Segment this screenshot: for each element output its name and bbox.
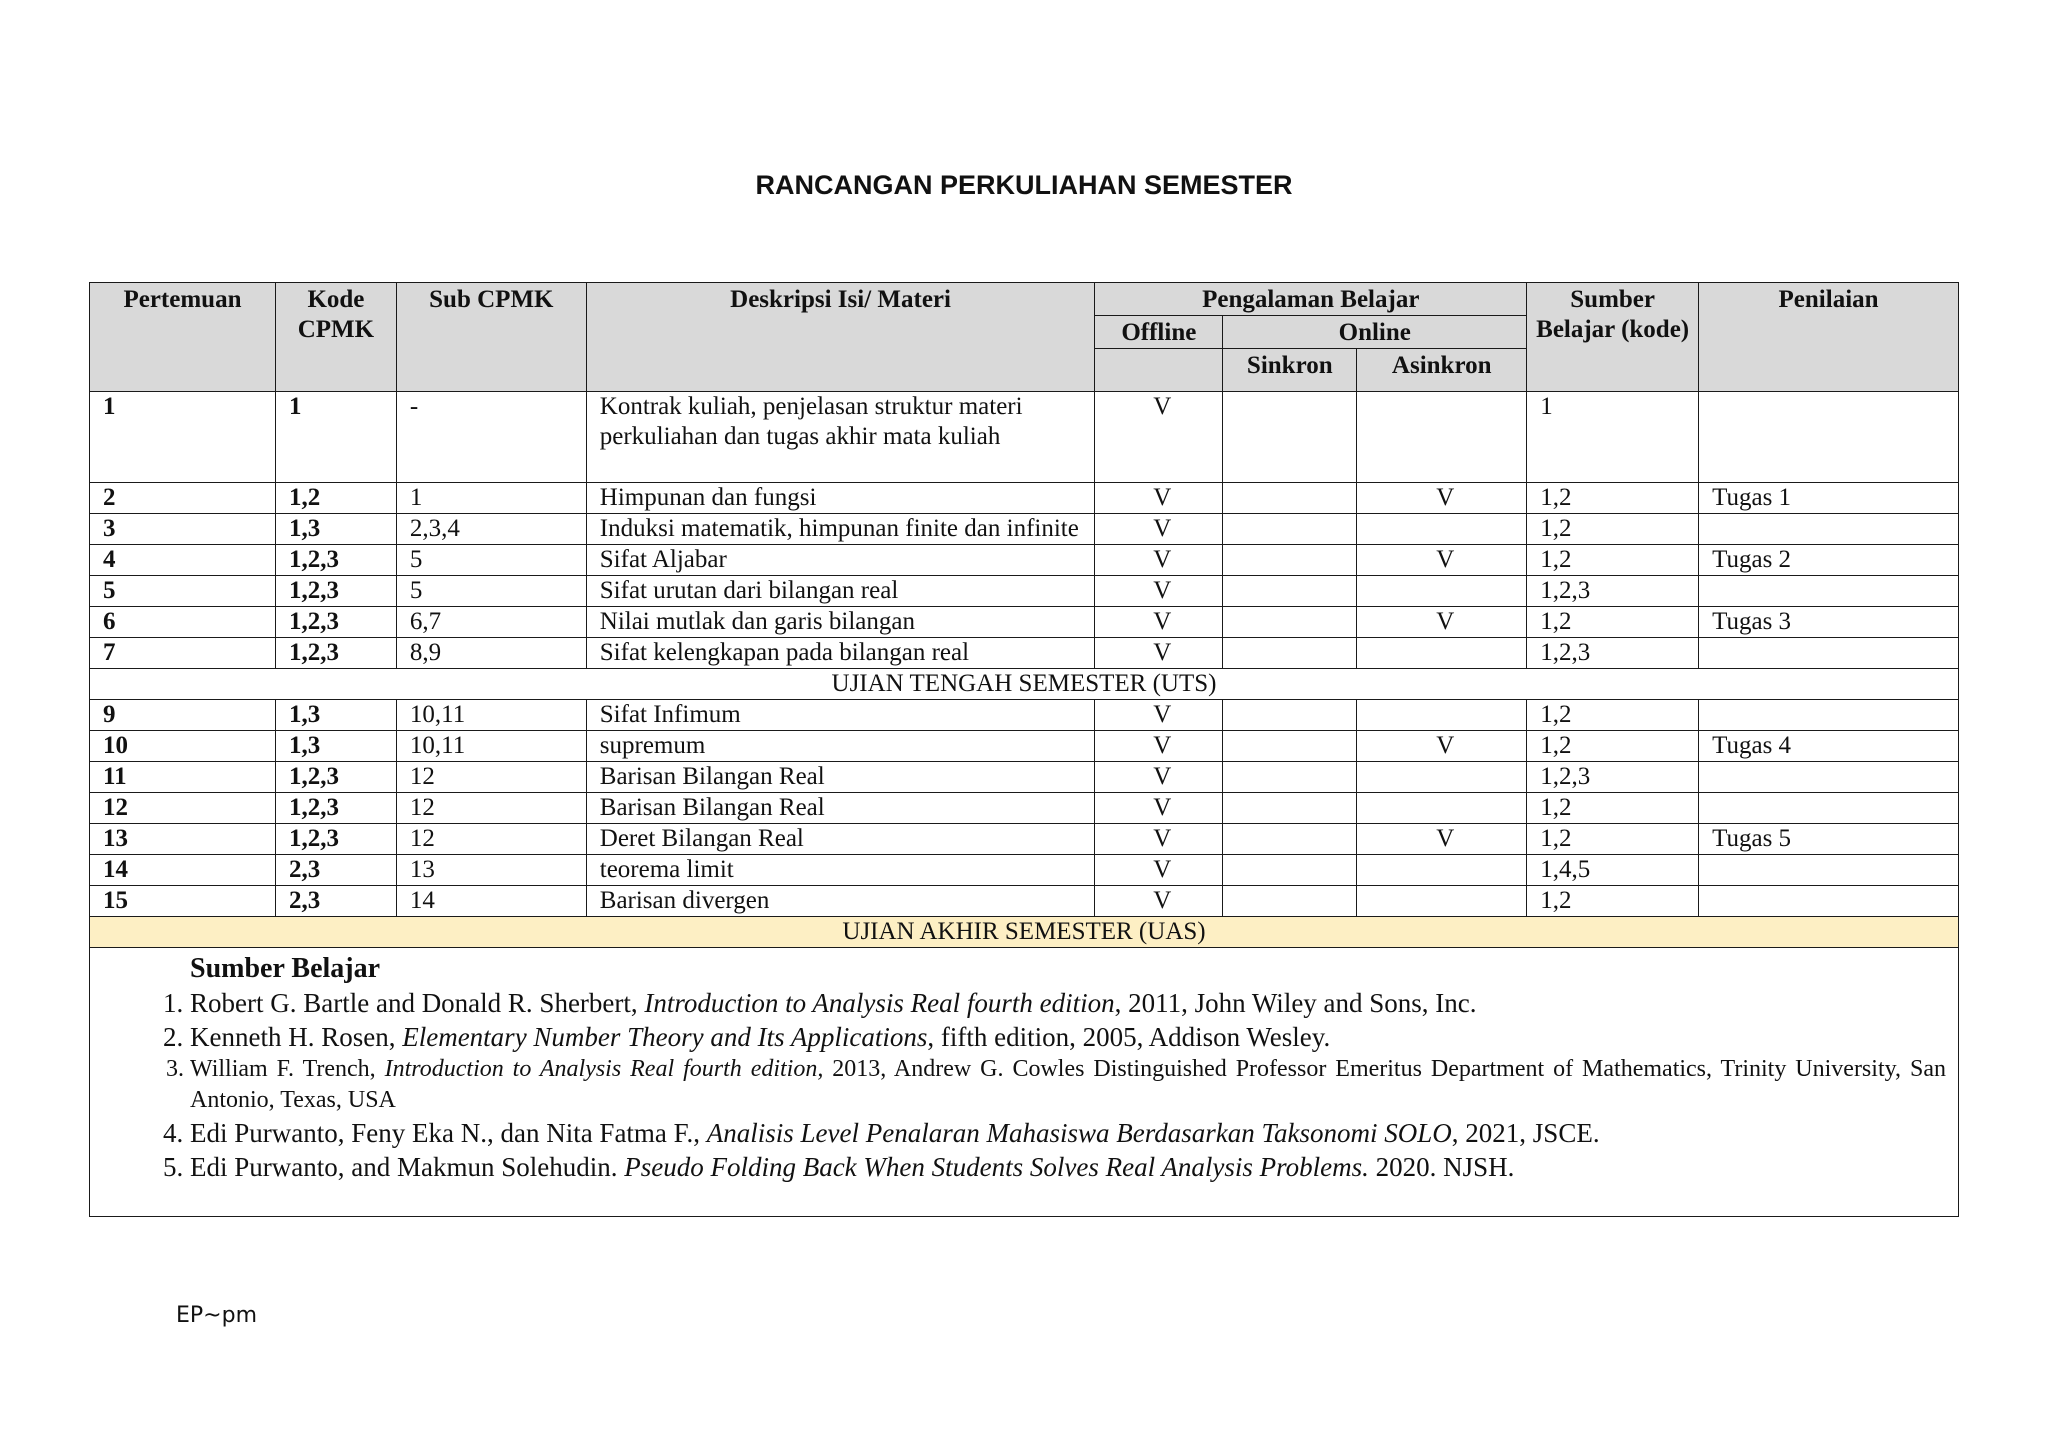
rps-table xyxy=(89,282,1959,1217)
cell-sub-cpmk: 10,11 xyxy=(396,700,586,731)
cell-kode-cpmk: 1 xyxy=(275,392,396,483)
cell-kode-cpmk: 1,2 xyxy=(275,483,396,514)
cell-kode-cpmk: 1,2,3 xyxy=(275,762,396,793)
table-row xyxy=(90,514,1959,545)
cell-sumber: 1,2,3 xyxy=(1527,638,1699,669)
reference-item: 4. Edi Purwanto, Feny Eka N., dan Nita Fatma F., Analisis Level Penalaran Mahasiswa Berdasarkan Taksonomi SOLO, 2021, JSCE. xyxy=(190,1116,1946,1150)
table-row xyxy=(90,855,1959,886)
cell-sub-cpmk: 6,7 xyxy=(396,607,586,638)
cell-sinkron xyxy=(1223,514,1357,545)
cell-asinkron: V xyxy=(1357,824,1527,855)
uas-label: UJIAN AKHIR SEMESTER (UAS) xyxy=(90,917,1959,948)
header-sub-cpmk: Sub CPMK xyxy=(396,283,586,392)
cell-kode-cpmk: 2,3 xyxy=(275,886,396,917)
cell-penilaian xyxy=(1699,793,1959,824)
cell-penilaian xyxy=(1699,700,1959,731)
table-row xyxy=(90,824,1959,855)
cell-sub-cpmk: - xyxy=(396,392,586,483)
cell-sub-cpmk: 5 xyxy=(396,545,586,576)
cell-sinkron xyxy=(1223,886,1357,917)
header-deskripsi: Deskripsi Isi/ Materi xyxy=(586,283,1095,392)
header-kode-cpmk: Kode CPMK xyxy=(275,283,396,392)
cell-penilaian xyxy=(1699,638,1959,669)
cell-sumber: 1,2 xyxy=(1527,886,1699,917)
cell-asinkron xyxy=(1357,793,1527,824)
header-offline-blank xyxy=(1095,349,1223,392)
cell-asinkron xyxy=(1357,576,1527,607)
cell-kode-cpmk: 1,2,3 xyxy=(275,824,396,855)
cell-pertemuan: 4 xyxy=(90,545,276,576)
cell-sub-cpmk: 2,3,4 xyxy=(396,514,586,545)
cell-deskripsi: Sifat Infimum xyxy=(586,700,1095,731)
cell-offline: V xyxy=(1095,545,1223,576)
cell-sumber: 1,2 xyxy=(1527,483,1699,514)
cell-penilaian xyxy=(1699,392,1959,483)
cell-kode-cpmk: 1,3 xyxy=(275,514,396,545)
header-pertemuan: Pertemuan xyxy=(90,283,276,392)
cell-sinkron xyxy=(1223,392,1357,483)
cell-deskripsi: Nilai mutlak dan garis bilangan xyxy=(586,607,1095,638)
table-row xyxy=(90,731,1959,762)
cell-sub-cpmk: 8,9 xyxy=(396,638,586,669)
cell-sub-cpmk: 13 xyxy=(396,855,586,886)
cell-asinkron xyxy=(1357,392,1527,483)
page-title: RANCANGAN PERKULIAHAN SEMESTER xyxy=(755,170,1293,200)
cell-penilaian xyxy=(1699,514,1959,545)
cell-deskripsi: Kontrak kuliah, penjelasan struktur materi perkuliahan dan tugas akhir mata kuliah xyxy=(586,392,1095,483)
cell-sumber: 1,4,5 xyxy=(1527,855,1699,886)
references-list xyxy=(102,986,1946,1184)
table-body-part1 xyxy=(90,392,1959,669)
header-penilaian: Penilaian xyxy=(1699,283,1959,392)
cell-sumber: 1 xyxy=(1527,392,1699,483)
cell-pertemuan: 10 xyxy=(90,731,276,762)
cell-sub-cpmk: 12 xyxy=(396,824,586,855)
cell-pertemuan: 3 xyxy=(90,514,276,545)
cell-pertemuan: 15 xyxy=(90,886,276,917)
header-sinkron: Sinkron xyxy=(1223,349,1357,392)
cell-offline: V xyxy=(1095,638,1223,669)
reference-item: 5. Edi Purwanto, and Makmun Solehudin. Pseudo Folding Back When Students Solves Real Analysis Problems. 2020. NJSH. xyxy=(190,1150,1946,1184)
cell-asinkron xyxy=(1357,886,1527,917)
cell-sumber: 1,2 xyxy=(1527,700,1699,731)
cell-penilaian: Tugas 4 xyxy=(1699,731,1959,762)
cell-pertemuan: 1 xyxy=(90,392,276,483)
cell-asinkron xyxy=(1357,762,1527,793)
cell-offline: V xyxy=(1095,762,1223,793)
cell-kode-cpmk: 1,3 xyxy=(275,731,396,762)
table-row xyxy=(90,483,1959,514)
cell-asinkron: V xyxy=(1357,607,1527,638)
cell-sumber: 1,2 xyxy=(1527,607,1699,638)
uas-section xyxy=(90,917,1959,1217)
cell-sub-cpmk: 1 xyxy=(396,483,586,514)
cell-offline: V xyxy=(1095,392,1223,483)
cell-kode-cpmk: 1,2,3 xyxy=(275,793,396,824)
cell-sumber: 1,2 xyxy=(1527,545,1699,576)
cell-kode-cpmk: 1,2,3 xyxy=(275,576,396,607)
cell-penilaian: Tugas 1 xyxy=(1699,483,1959,514)
cell-sinkron xyxy=(1223,576,1357,607)
cell-sinkron xyxy=(1223,824,1357,855)
table-row xyxy=(90,607,1959,638)
cell-pertemuan: 11 xyxy=(90,762,276,793)
cell-asinkron: V xyxy=(1357,731,1527,762)
cell-penilaian xyxy=(1699,855,1959,886)
cell-offline: V xyxy=(1095,607,1223,638)
header-online: Online xyxy=(1223,316,1527,349)
cell-offline: V xyxy=(1095,731,1223,762)
cell-deskripsi: teorema limit xyxy=(586,855,1095,886)
cell-deskripsi: Sifat kelengkapan pada bilangan real xyxy=(586,638,1095,669)
cell-asinkron xyxy=(1357,700,1527,731)
cell-offline: V xyxy=(1095,483,1223,514)
cell-asinkron: V xyxy=(1357,545,1527,576)
cell-asinkron xyxy=(1357,638,1527,669)
cell-pertemuan: 5 xyxy=(90,576,276,607)
cell-sub-cpmk: 5 xyxy=(396,576,586,607)
table-row xyxy=(90,793,1959,824)
reference-item: 3. William F. Trench, Introduction to Analysis Real fourth edition, 2013, Andrew G. Cowles Distinguished Professor Emeritus Department of Mathematics, Trinity University, San Antonio, Texas, USA xyxy=(190,1054,1946,1116)
table-row xyxy=(90,392,1959,483)
header-sumber-belajar: Sumber Belajar (kode) xyxy=(1527,283,1699,392)
cell-penilaian: Tugas 2 xyxy=(1699,545,1959,576)
uts-section xyxy=(90,669,1959,700)
cell-pertemuan: 7 xyxy=(90,638,276,669)
table-row xyxy=(90,762,1959,793)
cell-sub-cpmk: 10,11 xyxy=(396,731,586,762)
cell-deskripsi: Deret Bilangan Real xyxy=(586,824,1095,855)
table-row xyxy=(90,545,1959,576)
cell-sinkron xyxy=(1223,638,1357,669)
cell-asinkron: V xyxy=(1357,483,1527,514)
cell-sumber: 1,2 xyxy=(1527,514,1699,545)
table-body-part2 xyxy=(90,700,1959,917)
reference-item: 2. Kenneth H. Rosen, Elementary Number Theory and Its Applications, fifth edition, 2005, Addison Wesley. xyxy=(190,1020,1946,1054)
table-row xyxy=(90,576,1959,607)
cell-sinkron xyxy=(1223,793,1357,824)
cell-kode-cpmk: 1,2,3 xyxy=(275,607,396,638)
cell-pertemuan: 12 xyxy=(90,793,276,824)
cell-pertemuan: 13 xyxy=(90,824,276,855)
cell-sinkron xyxy=(1223,855,1357,886)
header-offline: Offline xyxy=(1095,316,1223,349)
cell-deskripsi: Sifat Aljabar xyxy=(586,545,1095,576)
cell-pertemuan: 6 xyxy=(90,607,276,638)
table-header xyxy=(90,283,1959,392)
cell-deskripsi: Barisan divergen xyxy=(586,886,1095,917)
header-pengalaman-belajar: Pengalaman Belajar xyxy=(1095,283,1527,316)
cell-offline: V xyxy=(1095,700,1223,731)
cell-sinkron xyxy=(1223,607,1357,638)
reference-item: 1. Robert G. Bartle and Donald R. Sherbert, Introduction to Analysis Real fourth edition, 2011, John Wiley and Sons, Inc. xyxy=(190,986,1946,1020)
cell-deskripsi: Himpunan dan fungsi xyxy=(586,483,1095,514)
cell-penilaian xyxy=(1699,886,1959,917)
cell-offline: V xyxy=(1095,824,1223,855)
cell-offline: V xyxy=(1095,855,1223,886)
cell-penilaian: Tugas 3 xyxy=(1699,607,1959,638)
cell-deskripsi: Barisan Bilangan Real xyxy=(586,793,1095,824)
cell-sinkron xyxy=(1223,483,1357,514)
cell-sumber: 1,2,3 xyxy=(1527,762,1699,793)
cell-offline: V xyxy=(1095,576,1223,607)
cell-kode-cpmk: 1,2,3 xyxy=(275,545,396,576)
table-row xyxy=(90,638,1959,669)
cell-sinkron xyxy=(1223,545,1357,576)
footer-initials: EP~pm xyxy=(176,1303,257,1328)
cell-pertemuan: 14 xyxy=(90,855,276,886)
cell-asinkron xyxy=(1357,855,1527,886)
cell-sumber: 1,2,3 xyxy=(1527,576,1699,607)
cell-sumber: 1,2 xyxy=(1527,793,1699,824)
references-title: Sumber Belajar xyxy=(190,953,381,984)
cell-offline: V xyxy=(1095,886,1223,917)
cell-asinkron xyxy=(1357,514,1527,545)
references-cell xyxy=(90,948,1959,1217)
cell-deskripsi: Sifat urutan dari bilangan real xyxy=(586,576,1095,607)
cell-sinkron xyxy=(1223,700,1357,731)
cell-sinkron xyxy=(1223,762,1357,793)
cell-kode-cpmk: 1,2,3 xyxy=(275,638,396,669)
cell-sumber: 1,2 xyxy=(1527,731,1699,762)
cell-offline: V xyxy=(1095,793,1223,824)
cell-penilaian xyxy=(1699,576,1959,607)
cell-sub-cpmk: 14 xyxy=(396,886,586,917)
cell-sub-cpmk: 12 xyxy=(396,762,586,793)
cell-deskripsi: Barisan Bilangan Real xyxy=(586,762,1095,793)
cell-kode-cpmk: 1,3 xyxy=(275,700,396,731)
cell-deskripsi: supremum xyxy=(586,731,1095,762)
uts-label: UJIAN TENGAH SEMESTER (UTS) xyxy=(90,669,1959,700)
header-asinkron: Asinkron xyxy=(1357,349,1527,392)
cell-kode-cpmk: 2,3 xyxy=(275,855,396,886)
cell-pertemuan: 2 xyxy=(90,483,276,514)
table-row xyxy=(90,700,1959,731)
cell-offline: V xyxy=(1095,514,1223,545)
cell-penilaian: Tugas 5 xyxy=(1699,824,1959,855)
cell-sub-cpmk: 12 xyxy=(396,793,586,824)
cell-sinkron xyxy=(1223,731,1357,762)
table-row xyxy=(90,886,1959,917)
cell-pertemuan: 9 xyxy=(90,700,276,731)
cell-deskripsi: Induksi matematik, himpunan finite dan infinite xyxy=(586,514,1095,545)
cell-penilaian xyxy=(1699,762,1959,793)
cell-sumber: 1,2 xyxy=(1527,824,1699,855)
